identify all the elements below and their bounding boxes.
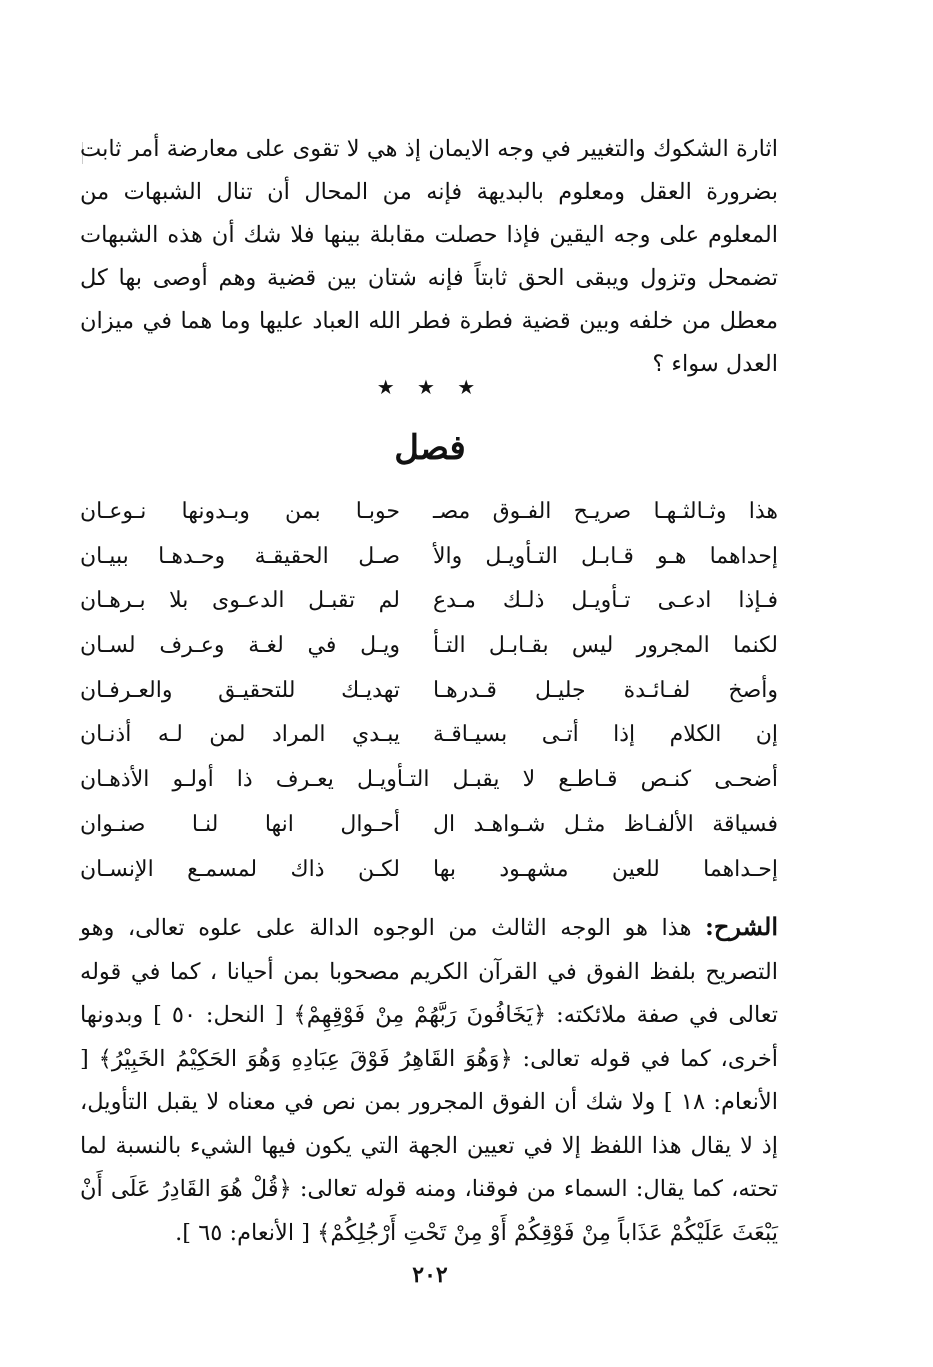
verse-first-half: فـإذا ادعـى تـأويـل ذلـك مـدع (433, 588, 778, 614)
poem (80, 490, 778, 892)
verse-second-half: صـل الحقيقـة وحـدهـا ببيـان (80, 543, 400, 569)
verse-second-half: تهديـك للتحقيـق والعـرفـان (80, 677, 400, 703)
poem-verse (80, 624, 778, 669)
poem-verse (80, 535, 778, 580)
verse-first-half: لكنما المجرور ليس بقـابـل التـأ (433, 633, 778, 659)
commentary-paragraph (80, 905, 778, 1255)
commentary-label: الشرح: (705, 912, 778, 941)
intro-paragraph: اثارة الشكوك والتغيير في وجه الايمان إذ هي لا تقوى على معارضة أمر ثابت بضرورة العقل ومعلوم بالبديهة فإنه من المحال أن تنال الشبهات من المعلوم على وجه اليقين فإذا حصلت مقابلة بينها فلا شك أن هذه الشبهات تضمحل وتزول ويبقى الحق ثابتاً فإنه شتان بين قضية وهم أوصى بها كل معطل من خلفه وبين قضية فطرة فطر الله العباد عليها وما هما في ميزان العدل سواء ؟ (80, 136, 778, 377)
verse-first-half: هذا وثـالثـهـا صريـح الفـوق مصـ (433, 499, 778, 524)
verse-second-half: ويـل في لغـة وعـرف لسـان (80, 633, 400, 659)
poem-verse (80, 579, 778, 624)
verse-first-half: وأصخ لفـائـدة جليـل قـدرهـا (433, 677, 778, 703)
commentary-text: هذا هو الوجه الثالث من الوجوه الدالة على علوه تعالى، وهو التصريح بلفظ الفوق في القرآن الكريم مصحوبا بمن أحيانا ، كما في قوله تعالى في صفة ملائكته: ﴿يَخَافُونَ رَبَّهُمْ مِنْ فَوْقِهِمْ﴾ [ النحل: ٥٠ ] وبدونها أخرى، كما في قوله تعالى: ﴿وَهُوَ القَاهِرُ فَوْقَ عِبَادِهِ وَهُوَ الحَكِيْمُ الخَبِيْرُ﴾ [ الأنعام: ١٨ ] ولا شك أن الفوق المجرور بمن نص في معناه لا يقبل التأويل، إذ لا يقال هذا اللفظ إلا في تعيين الجهة التي يكون فيها الشيء بالنسبة لما تحته، كما يقال: السماء من فوقنا، ومنه قوله تعالى: ﴿قُلْ هُوَ القَادِرُ عَلَى أَنْ يَبْعَثَ عَلَيْكُمْ عَذَاباً مِنْ فَوْقِكُمْ أَوْ مِنْ تَحْتِ أَرْجُلِكُمْ﴾ [ الأنعام: ٦٥ ]. (80, 915, 779, 1246)
verse-first-half: فسياقة الألفـاظ مثـل شـواهـد ال (433, 811, 778, 837)
poem-verse (80, 490, 778, 535)
verse-first-half: إحـداهما للعين مشهـود بها (433, 856, 778, 882)
section-separator: ★ ★ ★ (376, 375, 484, 399)
poem-verse (80, 669, 778, 714)
verse-first-half: إن الكلام إذا أتـى بسيـاقـة (433, 722, 778, 748)
page-number: ٢٠٢ (412, 1262, 448, 1288)
poem-verse (80, 848, 778, 893)
section-heading: فصل (394, 428, 466, 468)
verse-second-half: يبـدي المراد لمن لـه أذنـان (80, 722, 400, 748)
verse-full-line: أضحـى كنـص قـاطـع لا يقبـل التـأويـل يعـرف ذا أولـو الأذهـان (80, 767, 778, 793)
poem-verse (80, 803, 778, 848)
verse-second-half: لم تقبـل الدعـوى بلا بـرهـان (80, 588, 400, 614)
verse-first-half: إحداهما هـو قـابـل التـأويـل والأ (433, 543, 778, 569)
verse-second-half: أحـوال انها لنـا صنـوان (80, 811, 400, 837)
verse-second-half: حوبـا بمن وبـدونها نـوعـان (80, 499, 400, 524)
poem-verse (80, 713, 778, 758)
poem-verse-full (80, 758, 778, 803)
verse-second-half: لكـن ذاك لمسمـع الإنسـان (80, 856, 400, 882)
